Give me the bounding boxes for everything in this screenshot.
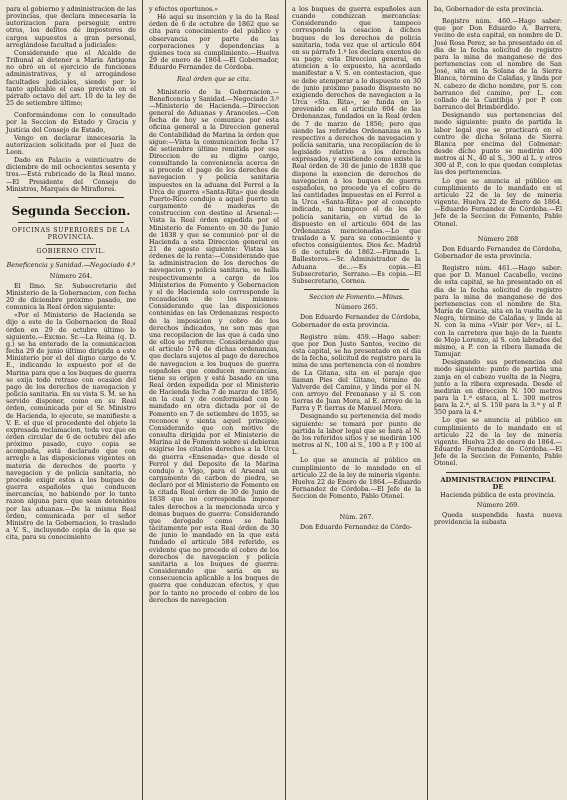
section-subheading: Hacienda pública de esta provincia. [440,491,556,499]
paragraph: ba, Gobernador de esta provincia. [434,6,544,13]
subheading: Real órden que se cita. [176,76,251,84]
paragraph: Designando su pertenencia del modo siguiente: se tomará por punto de partida la labor legal que se hará al N. de los referidos sitios y se medirán 100 metros al N., 100 al S., 100 a P. y 100 al L. [292,413,421,457]
notice-number: Número 268 [477,235,519,243]
paragraph: Don Eduardo Fernandez de Córdo- [300,524,413,532]
paragraph: para el gobierno y administracion de las provincias, que declara innecesaria la autorizacion para perseguir, entre otros, los delitos de impostores de cargos supuestos a gran personal, arreglándose facultad a judiciales: [6,6,136,49]
column-1 [0,0,141,800]
column-2 [143,0,284,800]
divider [46,244,96,245]
office-heading: OFICINAS SUPERIORES DE LA PROVINCIA. [11,226,131,242]
notice-number: Número 269. [476,502,520,509]
paragraph: Registro núm. 461.—Hago saber: que por D. Manuel Cacabello, vecino de esta capital, se ha presentado en el dia de la fecha solicitud de registro para la mina de manganeso de dos pertenencias con el nombre de Sta. María de Gracia, sita en la vuelta de la Negra, término de Calañas, y linda al N. con la mina «Visir por Ver», al L. con la carretera que bajo de la fuente de Mojo Lorenzo, al S. con labrados del mismo, a P. con la ribera llamada de Tamujar. [434,265,562,359]
paragraph: Dado en Palacio a veinticuatro de diciembre de mil ochocientos sesenta y tres.—Está rubricado de la Real mano.—El Presidente del Consejo de Ministros, Marqués de Miraflores. [6,157,136,193]
column-3 [286,0,426,800]
paragraph: y efectos oportunos.» [149,6,219,13]
paragraph: Vengo en declarar innecesaria la autorizacion solicitada por el Juez de Leon. [6,134,136,156]
divider [304,289,409,290]
section-heading: Seccion de Fomento.—Minas. [309,294,404,302]
notice-number: Número 265. [335,304,378,312]
paragraph: Lo que se anuncia al público en cumplimiento de lo mandado en el artículo 22 de la ley de minería vigente. Huelva 22 de Enero de 1864.—Eduardo Fernandez de Córdoba.—El Jefe de la Seccion de Fomento, Pablo Otonel. [434,177,562,228]
paragraph: Lo que se anuncia al público en cumplimiento de lo mandado en el artículo 22 de la ley de minería vigente. Huelva 22 de Enero de 1864.—Eduardo Fernandez de Córdoba.—El Jefe de la Seccion de Fomento, Pablo Otonel. [292,457,421,501]
paragraph: Designando sus pertenencias del modo siguiente: punto de partida la labor legal que se practicará en el centro de dicha Solana de Sierra Blanca por encima del Colmenar: desde dicho punto se medirán 400 metros al N., 40 al S., 300 al L. y otros 300 al P., con lo que quedan completas las dos pertenencias. [434,112,562,177]
paragraph: Designando sus pertenencias del modo siguiente: punto de partida una zanja en el cabezo vuelta de la Negra, junto a la ribera expresada. Desde el medirán en direccion N. 100 metros para la 1.ª estaca, al L. 300 metros para la 2.ª, al S. 150 para la 3.ª y al P. 350 para la 4.ª [434,359,562,417]
office-subheading: GOBIERNO CIVIL. [36,248,106,256]
paragraph: Ministerio de la Gobernacion.—Beneficencia y Sanidad.—Negociado 3.º—Ministerio de Hacienda.—Direccion general de Aduanas y Aranceles.—Con fecha de hoy se comunica por esta oficina general a la Direccion general de Contabilidad de Marina la órden que sigue:—Vista la comunicacion fecha 17 de setiembre último remitida por esa Direccion de su digno cargo, consultando la conveniencia acerca de si procede el pago de los derechos de navegacion y policía sanitaria impuestos en la aduana del Ferrol a la Urca de guerra «Santa-Rita» que desde Puerto-Rico condujo a aquel puerto un cargamento de maderas de construccion con destino al Arsenal:—Vista la Real órden expedida por el Ministerio de Fomento en 30 de Junio de 1838 y que se comunicó por el de Hacienda a esta Direccion general en 21 de agosto siguiente: Vistas las órdenes de la renta:—Considerando que la administracion de los derechos de navegacion y policía sanitaria, se halla respectivamente a cargo de los Ministerios de Fomento y Gobernacion y el de Hacienda solo corresponde la recaudacion de los mismos: Considerando que las disposiciones contenidas en las Ordenanzas respecto de la imposicion y cobro de los derechos indicados, no son mas que una recopilacion de las que á cada uno de ellos se refieren: Considerando que el artículo 574 de dichas ordenanzas, que declara sujetos al pago de derechos de navegacion a los buques de guerra españoles que conducen mercancías, tiene su origen y está basado en una Real órden expedida por el Ministerio de Hacienda fecha 7 de marzo de 1856, en la cual y de conformidad con lo mandado en otra dictada por el de Fomento en 7 de setiembre de 1855, se reconoce y sienta aquel principio; Considerando que con motivo de consulta dirigida por el Ministerio de Marina al de Fomento sobre si debieran exigirse los citados derechos a la Urca de guerra «Ensenada» que desde el Ferrol y del Deposito de la Marina condujo a Vigo, para el Arsenal un cargamento de carbon de piedra, se declaró por el Ministerio de Fomento en la citada Real órden de 30 de Junio de 1838 que no correspondia imponer tales derechos a la mencionada urca y demas buques de guerra: Considerando que derogado como se halla tácitamente por esta Real órden de 30 de junio lo mandado en la que está fundado el artículo 584 referido, es evidente que no procede el cobro de los derechos de navegacion y policía sanitaria a los buques de guerra: Considerando que sería en su consecuencia aplicable a los buques de guerra que conduzcan efectos, y que por lo tanto no procede el cobro de los derechos de navegacion [149,88,279,604]
section-title: Segunda Seccion. [11,203,131,218]
paragraph: El Ilmo. Sr. Subsecretario del Ministerio de la Gobernacion, con fecha 20 de diciembre próximo pasado, me comunica la Real órden siguiente: [6,282,136,312]
divider [18,197,124,198]
divider [46,258,96,259]
section-heading: ADMINISTRACION PRINCIPAL DE [440,475,556,491]
paragraph: Considerando que el Alcalde de Tribunal al detener a Maria Antigona no obró en el ejercicio de funciones administrativas, y el arrogándose facultades judiciales, siendo por lo tanto aplicable el caso previsto en el párrafo octavo del art. 10 de la ley de 25 de setiembre último; [6,49,136,108]
subject-line: Beneficencia y Sanidad.—Negociado 4.º [6,262,136,270]
paragraph: Hé aquí su inserción y la de la Real órden de 6 de octubre de 1862 que se cita para conocimiento del público y observancia por parte de las corporaciones y dependencias a quienes toca su cumplimiento.—Huelva 29 de enero de 1864.—El Gobernador, Eduardo Fernandez de Córdoba. [149,14,279,72]
paragraph: a los buques de guerra españoles aun cuando conduzcan mercancías: Considerando que tampoco corresponde la cesacion á dichos buques de los derechos de policía sanitaria, toda vez que el artículo 604 en su párrafo 1.º los declara exentos de su pago; esta Direccion general, en atencion a lo expuesto, ha acordado manifestar a V. S. en contestacion, que se debe atemperar a lo dispuesto en 30 de junio próximo pasado dispuesto no exigiendo derechos de navegacion a la Urca «Sta. Rita», se funda en lo prevenido en el artículo 604 de las Ordenanzas, fundados en la Real órden de 7 de marzo de 1856; pero que siendo las referidas Ordenanzas en lo respectivo a derechos de navegacion y policía sanitaria, una recopilacion de lo legislado relativo a los derechos expresados, y existiendo como existe la Real órden de 30 de junio de 1838 que dispone la exencion de derechos de navegacion á los buques de guerra españoles, no procede ya el cobro de las cantidades impuestas en el Ferrol a la Urca «Santa-Rita» por el concepto indicado, ni tampoco el de los de policía sanitaria, en virtud de lo dispuesto en el artículo 604 de las Ordenanzas mencionadas.—Lo que traslado a V. para su conocimiento y efectos consiguientes. Dios &c. Madrid 6 de octubre de 1862.—Firmado L. Ballesteros.—Sr. Administrador de la Aduana de...—Es copia.—El Subsecretario, Serrano.—Es copia.—El Subsecretario, Cornea. [292,6,421,285]
paragraph: Registro núm. 460.—Hago saber: que por Don Eduardo A. Barrera, vecino de esta capital, en nombre de D. José Rosa Perez, se ha presentado en el dia de la fecha solicitud de registro para la mina de manganeso de dos pertenencias con el nombre de San José, sita en la Solana de la Sierra Blanca, término de Calañas, y linda por N. cabezo de dicho nombre, por S. con barranco del camino, por L. con collado de la Cantibija y por P. con barranco del Brimbórdido. [434,18,562,112]
paragraph: Don Eduardo Fernandez de Córdoba, Gobernador de esta provincia. [434,245,562,260]
paragraph: «Por el Ministerio de Hacienda se dijo a este de la Gobernacion de Real órden en 29 de octubre último lo siguiente.—Excmo. Sr.—La Reina (q. D. g.) se ha enterado de la comunicacion fecha 29 de junio último dirigida a este Ministerio por el del digno cargo de V. E., indicando lo expuesto por el de Marina para que a los buques de guerra se exija todo retraso con ocasion del pago de los derechos de navegacion y policía sanitaria. En su vista S. M. se ha servido disponer, como en su Real órden, comunicada por el Sr. Ministro de Hacienda, lo ejecute, se manifieste a V. E. el que el procedente del objeto la expresada reclamacion, toda vez que en órden circular de 6 de octubre del año próximo pasado, cuyo copia se acompaña, está declarado que con arreglo a las disposiciones vigentes en materia de derechos de puerto y navegacion y de policía sanitaria, no procede exigir estos a los buques de guerra españoles que conducen mercancías, no habiendo por lo tanto razon alguna para que sean detenidos por las aduanas.—De la misma Real órden, comunicada por el señor Ministro de la Gobernacion, lo traslado a V. S., incluyendo copia de la que se cita, para su conocimiento [6,312,136,542]
divider [18,222,124,223]
paragraph: Registro núm. 459.—Hago saber: que por Don Justo Santos, vecino de esta capital, se ha presentado en el dia de la fecha, solicitud de registro para la mina de una pertenencia con el nombre de La Gitana, sita en el paraje que llaman Pies del Gitano, término de Valverde del Camino, y linda por el N. con arroyo del Frenanaso y al S. con tierras de Juan Mora, al E. arroyo de la Parra y P. tierras de Manuel Mora. [292,333,421,413]
column-4 [428,0,567,800]
paragraph: Conformándome con lo consultado por la Seccion de Estado y Gracia y Justicia del Consejo de Estado, [6,112,136,134]
divider [446,472,550,473]
paragraph: Lo que se anuncia al público en cumplimiento de lo mandado en el artículo 22 de la ley de minería vigente. Huelva 23 de enero de 1864.—Eduardo Fernandez de Córdoba.—El Jefe de la Seccion de Fomento, Pablo Otonel. [434,417,562,468]
notice-number: Núm. 267. [339,514,374,522]
paragraph: Queda suspendida hasta nueva providencia la subasta [434,512,562,527]
notice-number: Número 264. [49,272,93,280]
paragraph: Don Eduardo Fernandez de Córdoba, Gobernador de esta provincia. [292,314,421,329]
